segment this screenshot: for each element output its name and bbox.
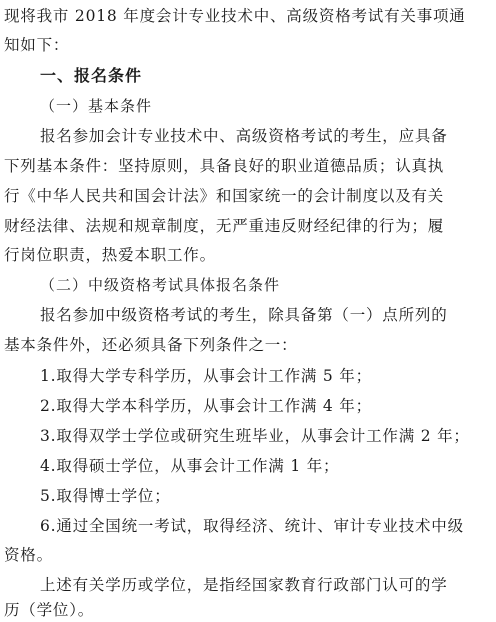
condition-item: 6.通过全国统一考试，取得经济、统计、审计专业技术中级 (40, 517, 464, 535)
condition-item: 3.取得双学士学位或研究生班毕业，从事会计工作满 2 年； (40, 427, 470, 445)
condition-item-continuation: 资格。 (4, 546, 53, 564)
paragraph-line: 行《中华人民共和国会计法》和国家统一的会计制度以及有关 (4, 187, 445, 205)
paragraph-line: 下列基本条件：坚持原则，具备良好的职业道德品质；认真执 (4, 157, 445, 175)
paragraph-line: 报名参加会计专业技术中、高级资格考试的考生，应具备 (40, 127, 448, 145)
paragraph-line: 报名参加中级资格考试的考生，除具备第（一）点所列的 (40, 306, 448, 324)
intro-line-1: 现将我市 2018 年度会计专业技术中、高级资格考试有关事项通 (4, 7, 466, 25)
condition-item: 2.取得大学本科学历，从事会计工作满 4 年； (40, 397, 372, 415)
note-line: 上述有关学历或学位，是指经国家教育行政部门认可的学 (40, 576, 448, 594)
note-line: 历（学位）。 (4, 601, 95, 619)
paragraph-line: 行岗位职责，热爱本职工作。 (4, 246, 216, 264)
condition-item: 5.取得博士学位； (40, 487, 171, 505)
section-title-registration-conditions: 一、报名条件 (40, 66, 143, 85)
subsection-title-intermediate-conditions: （二）中级资格考试具体报名条件 (40, 276, 281, 294)
paragraph-line: 财经法律、法规和规章制度，无严重违反财经纪律的行为；履 (4, 217, 445, 235)
condition-item: 4.取得硕士学位，从事会计工作满 1 年； (40, 457, 340, 475)
condition-item: 1.取得大学专科学历，从事会计工作满 5 年； (40, 367, 372, 385)
paragraph-line: 基本条件外，还必须具备下列条件之一： (4, 336, 298, 354)
intro-line-2: 知如下： (4, 36, 70, 54)
subsection-title-basic-conditions: （一）基本条件 (40, 97, 153, 115)
